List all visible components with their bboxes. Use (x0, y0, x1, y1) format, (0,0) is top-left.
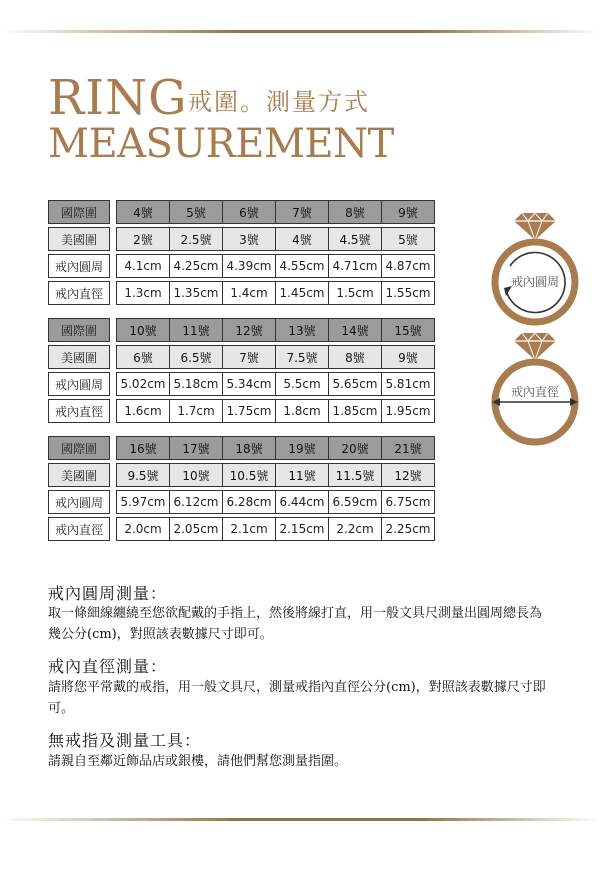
table-cell: 1.95cm (382, 400, 435, 423)
column-gap (110, 346, 117, 369)
diameter-label: 戒內直徑 (510, 385, 560, 399)
section-body-circumference: 取一條細線纏繞至您欲配戴的手指上，然後將線打直，用一般文具尺測量出圓周總長為幾公分(cm)，對照該表數據尺寸即可。 (48, 606, 543, 642)
table-cell: 9號 (382, 201, 435, 224)
table-cell: 2.25cm (382, 518, 435, 541)
table-cell: 2.1cm (223, 518, 276, 541)
section-title-no-ring: 無戒指及測量工具： (48, 731, 202, 750)
table-cell: 2.2cm (329, 518, 382, 541)
table-cell: 1.75cm (223, 400, 276, 423)
table-cell: 6.75cm (382, 491, 435, 514)
table-cell: 1.7cm (170, 400, 223, 423)
table-cell: 15號 (382, 319, 435, 342)
table-cell: 2.05cm (170, 518, 223, 541)
table-cell: 10號 (117, 319, 170, 342)
column-gap (110, 464, 117, 487)
table-cell: 2.0cm (117, 518, 170, 541)
bottom-divider (0, 818, 600, 821)
ring-diameter-figure (482, 330, 592, 448)
table-cell: 5.65cm (329, 373, 382, 396)
table-cell: 5.97cm (117, 491, 170, 514)
section-body-diameter: 請將您平常戴的戒指，用一般文具尺，測量戒指內直徑公分(cm)，對照該表數據尺寸即可。 (48, 680, 546, 716)
table-row (49, 491, 435, 514)
row-label: 美國圍 (49, 464, 110, 487)
column-gap (110, 255, 117, 278)
table-cell: 6號 (223, 201, 276, 224)
diamond-icon (514, 333, 556, 360)
table-cell: 6.59cm (329, 491, 382, 514)
row-label: 美國圍 (49, 346, 110, 369)
table-cell: 4.5號 (329, 228, 382, 251)
column-gap (110, 319, 117, 342)
table-row (49, 400, 435, 423)
table-cell: 4.71cm (329, 255, 382, 278)
table-cell: 6.28cm (223, 491, 276, 514)
row-label: 美國圍 (49, 228, 110, 251)
column-gap (110, 491, 117, 514)
table-row (49, 464, 435, 487)
table-row (49, 319, 435, 342)
table-cell: 4.55cm (276, 255, 329, 278)
row-label: 國際圍 (49, 201, 110, 224)
table-cell: 5號 (382, 228, 435, 251)
table-cell: 5號 (170, 201, 223, 224)
table-cell: 1.5cm (329, 282, 382, 305)
table-cell: 2.5號 (170, 228, 223, 251)
table-cell: 1.45cm (276, 282, 329, 305)
table-cell: 2號 (117, 228, 170, 251)
table-cell: 1.3cm (117, 282, 170, 305)
table-cell: 4.25cm (170, 255, 223, 278)
table-cell: 16號 (117, 437, 170, 460)
table-cell: 7號 (276, 201, 329, 224)
table-cell: 11號 (276, 464, 329, 487)
table-cell: 10.5號 (223, 464, 276, 487)
table-cell: 1.8cm (276, 400, 329, 423)
table-cell: 4.87cm (382, 255, 435, 278)
row-label: 國際圍 (49, 319, 110, 342)
table-cell: 6.44cm (276, 491, 329, 514)
table-cell: 12號 (382, 464, 435, 487)
top-divider (0, 30, 600, 33)
table-row (49, 346, 435, 369)
ring-circumference-figure (482, 210, 592, 328)
title-ring: RING (48, 70, 188, 126)
section-title-circumference: 戒內圓周測量： (48, 584, 168, 603)
table-cell: 5.18cm (170, 373, 223, 396)
row-label: 國際圍 (49, 437, 110, 460)
table-cell: 20號 (329, 437, 382, 460)
table-cell: 4.39cm (223, 255, 276, 278)
title-measurement: MEASUREMENT (48, 121, 394, 167)
table-cell: 6.5號 (170, 346, 223, 369)
column-gap (110, 437, 117, 460)
row-label: 戒內圓周 (49, 373, 110, 396)
table-cell: 5.5cm (276, 373, 329, 396)
table-row (49, 201, 435, 224)
size-table-1 (48, 200, 435, 305)
table-cell: 1.85cm (329, 400, 382, 423)
table-cell: 6號 (117, 346, 170, 369)
table-cell: 5.02cm (117, 373, 170, 396)
table-cell: 18號 (223, 437, 276, 460)
row-label: 戒內圓周 (49, 255, 110, 278)
row-label: 戒內圓周 (49, 491, 110, 514)
row-label: 戒內直徑 (49, 518, 110, 541)
table-cell: 9號 (382, 346, 435, 369)
size-table-3 (48, 436, 435, 541)
table-cell: 1.6cm (117, 400, 170, 423)
table-cell: 1.4cm (223, 282, 276, 305)
table-cell: 11.5號 (329, 464, 382, 487)
table-cell: 10號 (170, 464, 223, 487)
column-gap (110, 518, 117, 541)
table-cell: 12號 (223, 319, 276, 342)
column-gap (110, 201, 117, 224)
section-body-no-ring: 請親自至鄰近飾品店或銀樓，請他們幫您測量指圍。 (48, 754, 348, 769)
table-cell: 4.1cm (117, 255, 170, 278)
table-row (49, 373, 435, 396)
table-cell: 21號 (382, 437, 435, 460)
table-cell: 5.81cm (382, 373, 435, 396)
table-cell: 4號 (117, 201, 170, 224)
table-row (49, 437, 435, 460)
column-gap (110, 400, 117, 423)
column-gap (110, 373, 117, 396)
table-row (49, 228, 435, 251)
diamond-icon (514, 213, 556, 240)
table-cell: 19號 (276, 437, 329, 460)
circumference-label: 戒內圓周 (510, 275, 560, 289)
table-cell: 14號 (329, 319, 382, 342)
table-row (49, 282, 435, 305)
table-cell: 9.5號 (117, 464, 170, 487)
table-row (49, 255, 435, 278)
table-cell: 13號 (276, 319, 329, 342)
table-cell: 7.5號 (276, 346, 329, 369)
table-cell: 4號 (276, 228, 329, 251)
table-cell: 1.35cm (170, 282, 223, 305)
table-cell: 1.55cm (382, 282, 435, 305)
size-table-2 (48, 318, 435, 423)
table-cell: 7號 (223, 346, 276, 369)
table-cell: 8號 (329, 201, 382, 224)
title-subtitle: 戒圍。測量方式 (188, 88, 370, 116)
row-label: 戒內直徑 (49, 400, 110, 423)
section-title-diameter: 戒內直徑測量： (48, 657, 168, 676)
column-gap (110, 282, 117, 305)
table-cell: 2.15cm (276, 518, 329, 541)
table-row (49, 518, 435, 541)
table-cell: 3號 (223, 228, 276, 251)
column-gap (110, 228, 117, 251)
table-cell: 8號 (329, 346, 382, 369)
table-cell: 11號 (170, 319, 223, 342)
table-cell: 17號 (170, 437, 223, 460)
table-cell: 5.34cm (223, 373, 276, 396)
row-label: 戒內直徑 (49, 282, 110, 305)
table-cell: 6.12cm (170, 491, 223, 514)
